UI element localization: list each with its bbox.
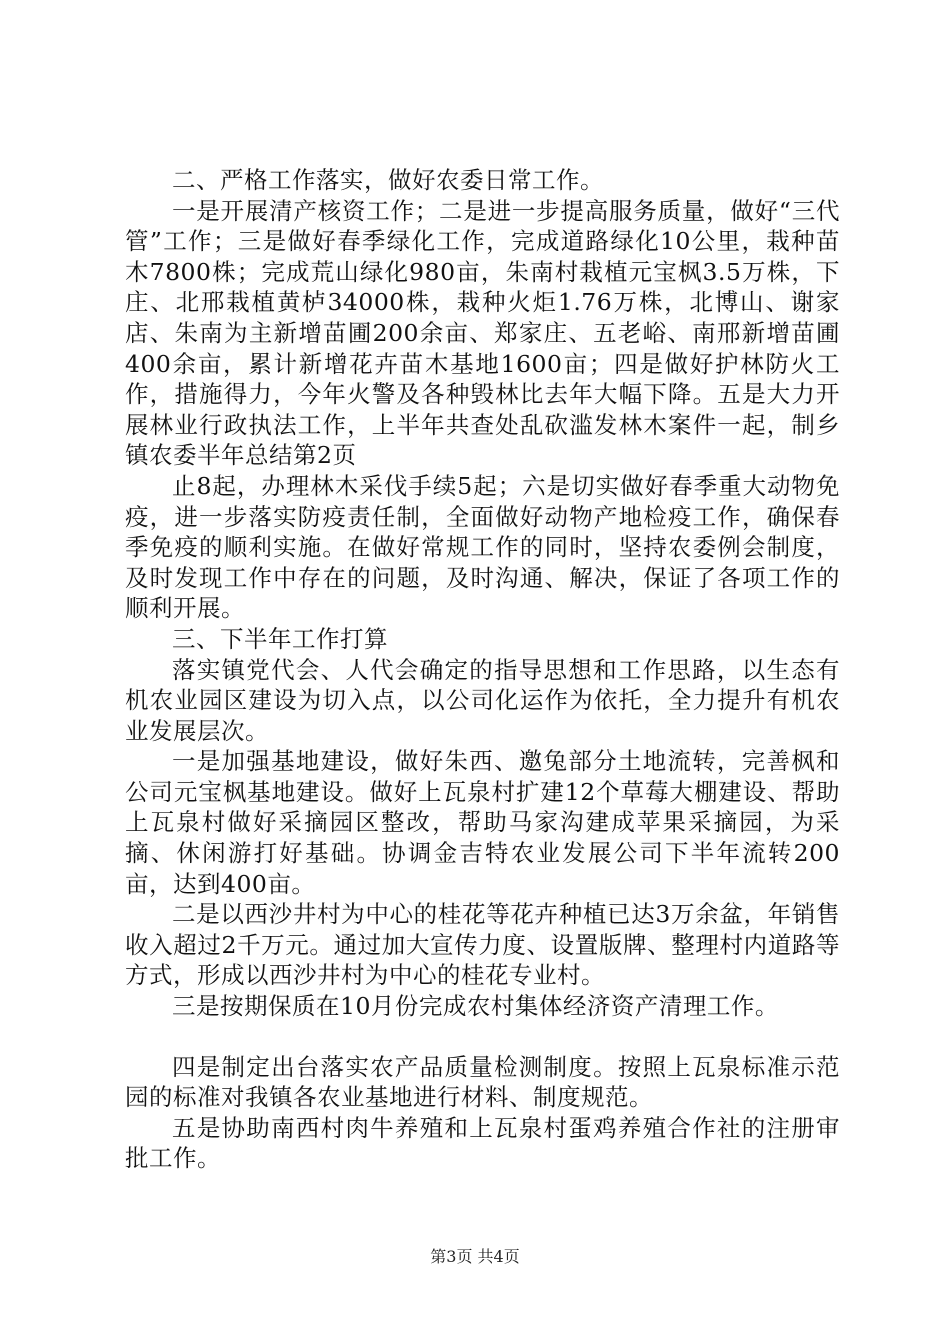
paragraph-plan-item-3: 三是按期保质在10月份完成农村集体经济资产清理工作。 [172, 992, 779, 1021]
page-footer: 第3页 共4页 [430, 1247, 520, 1266]
document-body [125, 165, 840, 1174]
paragraph-plan-intro: 落实镇党代会、人代会确定的指导思想和工作思路，以生态有机农业园区建设为切入点，以公司化运作为依托，全力提升有机农业发展层次。 [125, 655, 840, 745]
paragraph-plan-item-2: 二是以西沙井村为中心的桂花等花卉种植已达3万余盆，年销售收入超过2千万元。通过加大宣传力度、设置版牌、整理村内道路等方式，形成以西沙井村为中心的桂花专业村。 [125, 900, 840, 990]
blank-line [125, 1022, 840, 1052]
paragraph-plan-item-5: 五是协助南西村肉牛养殖和上瓦泉村蛋鸡养殖合作社的注册审批工作。 [125, 1113, 840, 1173]
paragraph-daily-work-items: 一是开展清产核资工作；二是进一步提高服务质量，做好“三代管”工作；三是做好春季绿化工作，完成道路绿化10公里，栽种苗木7800株；完成荒山绿化980亩，朱南村栽植元宝枫3.5万株，下庄、北邢栽植黄栌34000株，栽种火炬1.76万株，北博山、谢家店、朱南为主新增苗圃200余亩、郑家庄、五老峪、南邢新增苗圃400余亩，累计新增花卉苗木基地1600亩；四是做好护林防火工作，措施得力，今年火警及各种毁林比去年大幅下降。五是大力开展林业行政执法工作，上半年共查处乱砍滥发林木案件一起，制乡镇农委半年总结第2页 [125, 196, 840, 470]
paragraph-plan-item-1: 一是加强基地建设，做好朱西、邀兔部分土地流转，完善枫和公司元宝枫基地建设。做好上瓦泉村扩建12个草莓大棚建设、帮助上瓦泉村做好采摘园区整改，帮助马家沟建成苹果采摘园，为采摘、休闲游打好基础。协调金吉特农业发展公司下半年流转200亩，达到400亩。 [125, 747, 840, 898]
section-heading-second-half-plan: 三、下半年工作打算 [172, 624, 388, 653]
paragraph-daily-work-continued: 止8起，办理林木采伐手续5起；六是切实做好春季重大动物免疫，进一步落实防疫责任制，全面做好动物产地检疫工作，确保春季免疫的顺利实施。在做好常规工作的同时，坚持农委例会制度，及时发现工作中存在的问题，及时沟通、解决，保证了各项工作的顺利开展。 [125, 471, 840, 623]
section-heading-daily-work: 二、严格工作落实，做好农委日常工作。 [172, 166, 604, 194]
paragraph-plan-item-4: 四是制定出台落实农产品质量检测制度。按照上瓦泉标准示范园的标准对我镇各农业基地进行材料、制度规范。 [125, 1052, 840, 1112]
